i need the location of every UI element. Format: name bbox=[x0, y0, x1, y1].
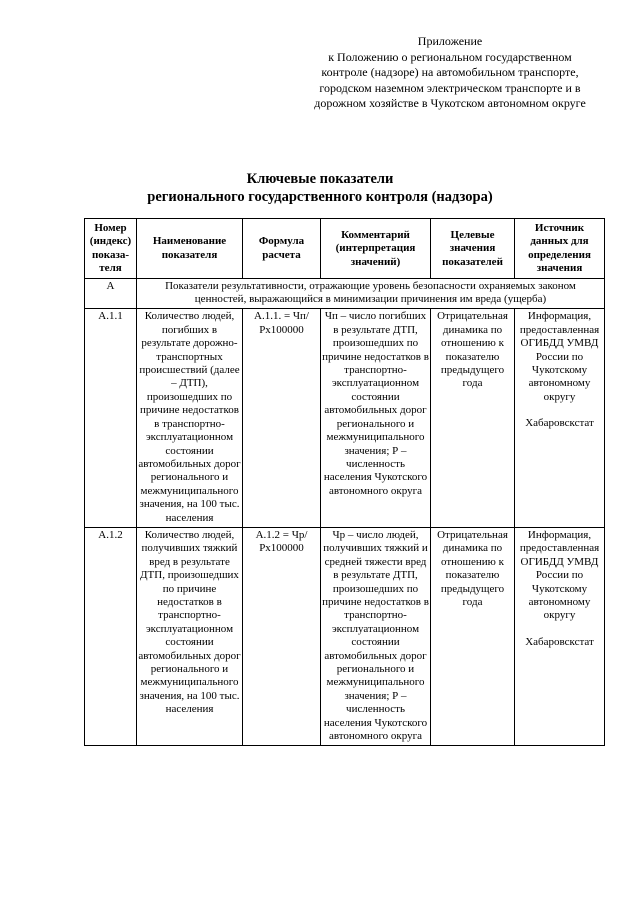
section-code: А bbox=[85, 278, 137, 309]
row-source-secondary: Хабаровскстат bbox=[525, 635, 594, 648]
document-title bbox=[0, 170, 640, 206]
appendix-line: к Положению о региональном государственном bbox=[328, 49, 572, 64]
header-name: Наименование показателя bbox=[137, 219, 243, 279]
table-row bbox=[85, 527, 605, 746]
header-target: Целевые значения показателей bbox=[431, 219, 515, 279]
row-source bbox=[515, 527, 605, 746]
section-row bbox=[85, 278, 605, 309]
row-formula: А.1.2 = Чр/Рх100000 bbox=[243, 527, 321, 746]
appendix-line: Приложение bbox=[417, 34, 483, 48]
appendix-line: городском наземном электрическом транспорте и в bbox=[319, 80, 581, 95]
row-formula: А.1.1. = Чп/Рх100000 bbox=[243, 309, 321, 528]
row-comment: Чр – число людей, получивших тяжкий и средней тяжести вред в результате ДТП, произошедших по причине недостатков в транспортно-эксплуатационном состоянии автомобильных дорог регионального и межмуниципального значения; Р – численность населения Чукотского автономного округа bbox=[321, 527, 431, 746]
header-source: Источник данных для определения значения bbox=[515, 219, 605, 279]
row-source-main: Информация, предоставленная ОГИБДД УМВД России по Чукотскому автономному округу bbox=[519, 528, 600, 622]
table-row bbox=[85, 309, 605, 528]
row-target: Отрицательная динамика по отношению к показателю предыдущего года bbox=[431, 309, 515, 528]
header-formula: Формула расчета bbox=[243, 219, 321, 279]
appendix-line: контроле (надзоре) на автомобильном транспорте, bbox=[321, 65, 579, 79]
header-comment: Комментарий (интерпретация значений) bbox=[321, 219, 431, 279]
row-index: А.1.2 bbox=[85, 527, 137, 746]
row-comment: Чп – число погибших в результате ДТП, произошедших по причине недостатков в транспортно-эксплуатационном состоянии автомобильных дорог регионального и межмуниципального значения; Р – численность населения Чукотского автономного округа bbox=[321, 309, 431, 528]
appendix-header bbox=[292, 34, 608, 112]
row-source bbox=[515, 309, 605, 528]
title-line-2: регионального государственного контроля (надзора) bbox=[147, 189, 493, 205]
header-index: Номер (индекс) показа-теля bbox=[85, 219, 137, 279]
row-source-main: Информация, предоставленная ОГИБДД УМВД России по Чукотскому автономному округу bbox=[519, 310, 600, 403]
row-index: А.1.1 bbox=[85, 309, 137, 528]
row-name: Количество людей, погибших в результате дорожно-транспортных происшествий (далее – ДТП), произошедших по причине недостатков в транспортно-эксплуатационном состоянии автомобильных дорог регионального и межмуниципального значения, на 100 тыс. населения bbox=[137, 309, 243, 528]
row-source-secondary: Хабаровскстат bbox=[525, 417, 594, 430]
appendix-line: дорожном хозяйстве в Чукотском автономном округе bbox=[314, 96, 586, 110]
row-target: Отрицательная динамика по отношению к показателю предыдущего года bbox=[431, 527, 515, 746]
indicators-table bbox=[84, 218, 605, 746]
table-header-row bbox=[85, 219, 605, 279]
section-text: Показатели результативности, отражающие уровень безопасности охраняемых законом ценностей, выражающийся в минимизации причинения им вреда (ущерба) bbox=[137, 278, 605, 309]
row-name: Количество людей, получивших тяжкий вред в результате ДТП, произошедших по причине недостатков в транспортно-эксплуатационном состоянии автомобильных дорог регионального и межмуниципального значения, на 100 тыс. населения bbox=[137, 527, 243, 746]
title-line-1: Ключевые показатели bbox=[246, 171, 394, 187]
